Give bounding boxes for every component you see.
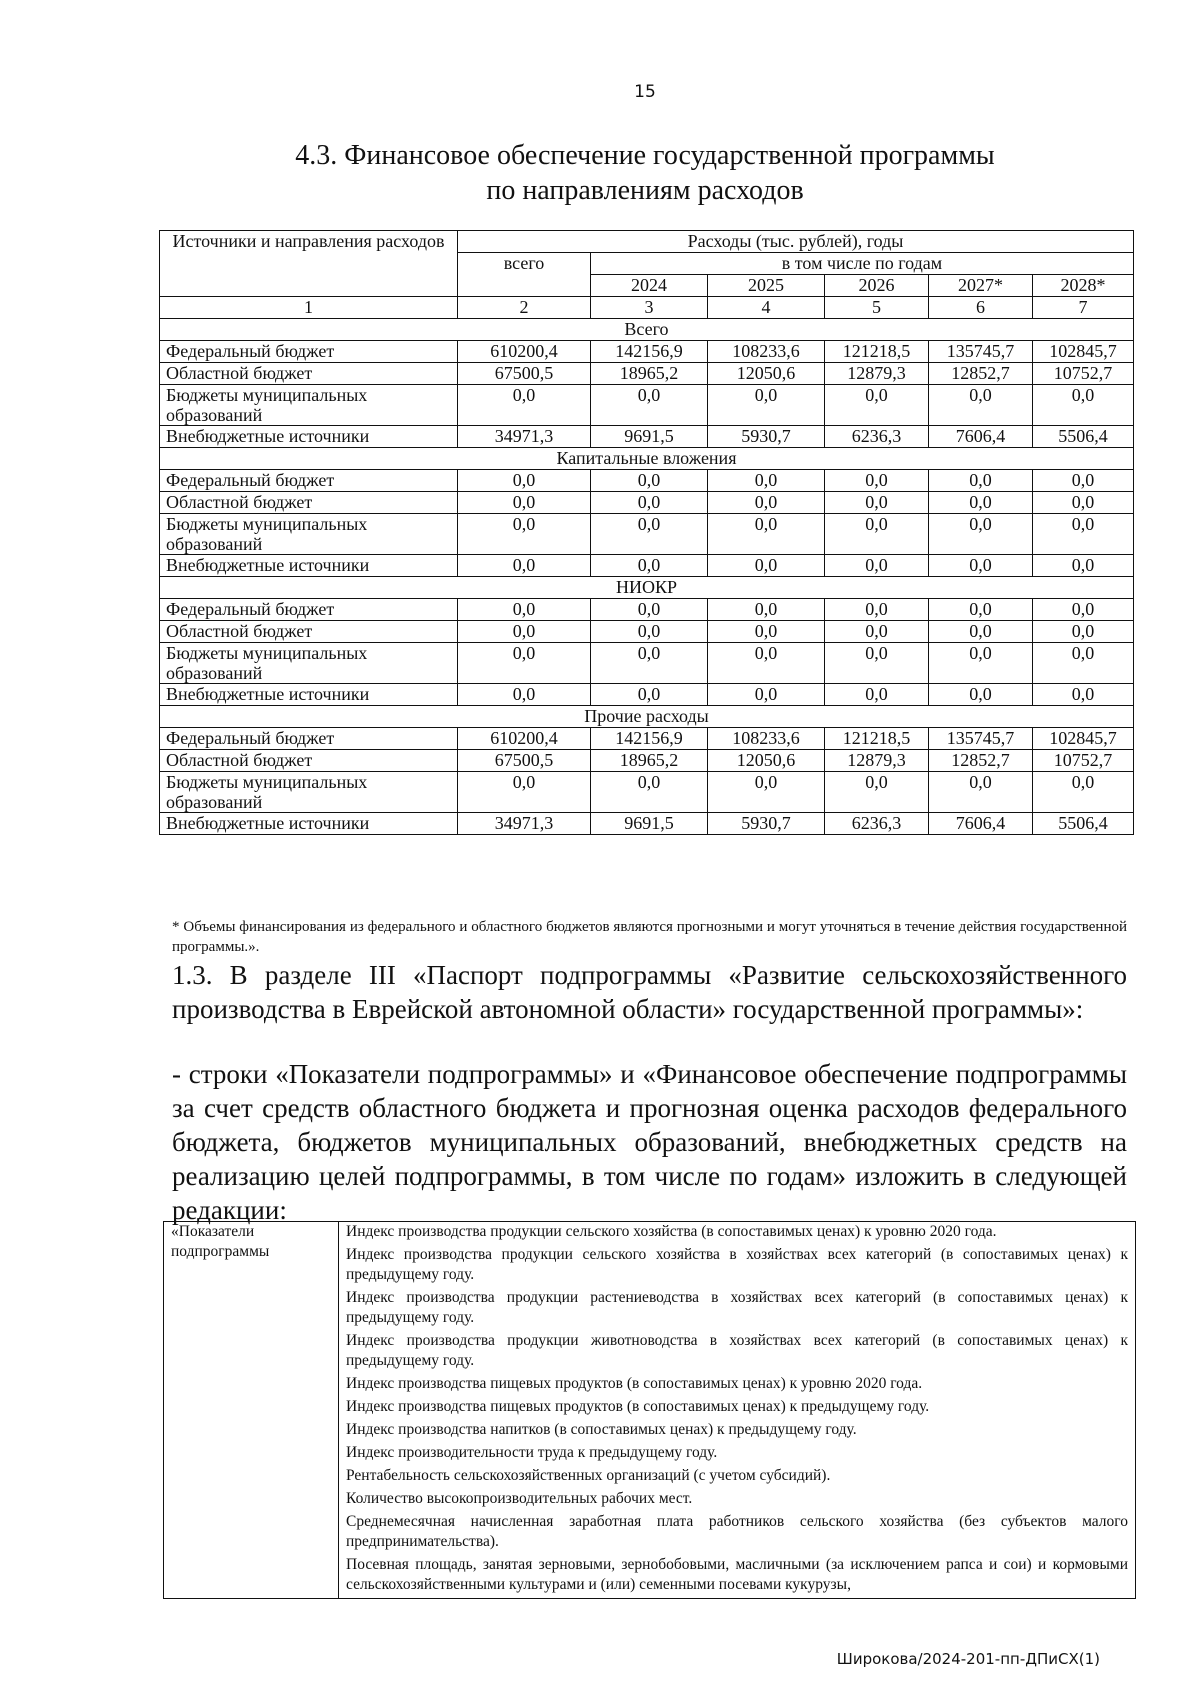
indicator-list <box>339 1222 1136 1599</box>
value-cell: 0,0 <box>458 470 591 492</box>
row-label: Внебюджетные источники <box>160 555 458 577</box>
section-title: Всего <box>160 319 1134 341</box>
value-cell: 9691,5 <box>591 426 708 448</box>
value-cell: 142156,9 <box>591 728 708 750</box>
title-line-1: 4.3. Финансовое обеспечение государственной программы <box>295 140 995 171</box>
table-row <box>160 492 1134 514</box>
value-cell: 12879,3 <box>825 750 929 772</box>
value-cell: 0,0 <box>929 599 1033 621</box>
value-cell: 0,0 <box>825 555 929 577</box>
value-cell: 6236,3 <box>825 426 929 448</box>
indicator-item: Индекс производства продукции животноводства в хозяйствах всех категорий (в сопоставимых ценах) к предыдущему году. <box>346 1332 1128 1369</box>
table-row <box>160 385 1134 426</box>
value-cell: 0,0 <box>591 492 708 514</box>
value-cell: 0,0 <box>591 385 708 426</box>
row-label: Внебюджетные источники <box>160 813 458 835</box>
value-cell: 0,0 <box>458 772 591 813</box>
header-expenses: Расходы (тыс. рублей), годы <box>458 231 1134 253</box>
row-label: Областной бюджет <box>160 621 458 643</box>
row-label: Областной бюджет <box>160 363 458 385</box>
table-row <box>160 728 1134 750</box>
header-year: 2026 <box>825 275 929 297</box>
value-cell: 0,0 <box>458 621 591 643</box>
value-cell: 135745,7 <box>929 728 1033 750</box>
value-cell: 0,0 <box>929 643 1033 684</box>
value-cell: 12852,7 <box>929 750 1033 772</box>
row-label: Федеральный бюджет <box>160 341 458 363</box>
value-cell: 0,0 <box>458 684 591 706</box>
section-title: Прочие расходы <box>160 706 1134 728</box>
value-cell: 0,0 <box>1033 385 1134 426</box>
value-cell: 121218,5 <box>825 728 929 750</box>
value-cell: 0,0 <box>1033 470 1134 492</box>
value-cell: 0,0 <box>591 772 708 813</box>
value-cell: 0,0 <box>591 621 708 643</box>
column-number: 4 <box>708 297 825 319</box>
row-label: Бюджеты муниципальных образований <box>160 514 458 555</box>
value-cell: 0,0 <box>708 514 825 555</box>
table-row <box>160 750 1134 772</box>
column-number: 5 <box>825 297 929 319</box>
column-number: 7 <box>1033 297 1134 319</box>
section-row <box>160 706 1134 728</box>
value-cell: 135745,7 <box>929 341 1033 363</box>
value-cell: 0,0 <box>1033 599 1134 621</box>
value-cell: 12050,6 <box>708 363 825 385</box>
value-cell: 67500,5 <box>458 363 591 385</box>
row-label: Областной бюджет <box>160 492 458 514</box>
value-cell: 0,0 <box>1033 643 1134 684</box>
value-cell: 0,0 <box>1033 684 1134 706</box>
row-label: Федеральный бюджет <box>160 599 458 621</box>
title-line-2: по направлениям расходов <box>486 175 804 206</box>
value-cell: 12050,6 <box>708 750 825 772</box>
row-label: Бюджеты муниципальных образований <box>160 772 458 813</box>
value-cell: 0,0 <box>458 514 591 555</box>
table-row <box>160 363 1134 385</box>
row-label: Федеральный бюджет <box>160 728 458 750</box>
value-cell: 0,0 <box>708 470 825 492</box>
section-row <box>160 577 1134 599</box>
value-cell: 108233,6 <box>708 728 825 750</box>
value-cell: 5930,7 <box>708 426 825 448</box>
value-cell: 0,0 <box>825 621 929 643</box>
value-cell: 142156,9 <box>591 341 708 363</box>
page-number: 15 <box>634 82 656 102</box>
header-year: 2025 <box>708 275 825 297</box>
value-cell: 0,0 <box>708 643 825 684</box>
indicator-item: Индекс производства продукции сельского хозяйства (в сопоставимых ценах) к уровню 2020 года. <box>346 1223 997 1240</box>
value-cell: 0,0 <box>825 772 929 813</box>
row-label: Областной бюджет <box>160 750 458 772</box>
value-cell: 0,0 <box>591 599 708 621</box>
table-row <box>160 621 1134 643</box>
value-cell: 7606,4 <box>929 426 1033 448</box>
value-cell: 0,0 <box>708 684 825 706</box>
value-cell: 0,0 <box>929 492 1033 514</box>
value-cell: 121218,5 <box>825 341 929 363</box>
footnote: * Объемы финансирования из федерального и областного бюджетов являются прогнозными и могут уточняться в течение действия государственной программы.». <box>172 919 1127 955</box>
value-cell: 0,0 <box>825 514 929 555</box>
value-cell: 0,0 <box>1033 492 1134 514</box>
indicator-item: Индекс производства напитков (в сопоставимых ценах) к предыдущему году. <box>346 1421 857 1438</box>
indicator-item: Индекс производства продукции растениеводства в хозяйствах всех категорий (в сопоставимых ценах) к предыдущему году. <box>346 1289 1128 1326</box>
value-cell: 0,0 <box>708 555 825 577</box>
value-cell: 0,0 <box>708 772 825 813</box>
value-cell: 0,0 <box>825 599 929 621</box>
table-row <box>160 555 1134 577</box>
value-cell: 6236,3 <box>825 813 929 835</box>
value-cell: 0,0 <box>929 772 1033 813</box>
value-cell: 0,0 <box>458 492 591 514</box>
header-year: 2024 <box>591 275 708 297</box>
value-cell: 18965,2 <box>591 363 708 385</box>
value-cell: 0,0 <box>591 514 708 555</box>
value-cell: 0,0 <box>929 385 1033 426</box>
table-row <box>160 514 1134 555</box>
row-label: Федеральный бюджет <box>160 470 458 492</box>
table-row <box>160 426 1134 448</box>
value-cell: 0,0 <box>825 643 929 684</box>
row-label: Внебюджетные источники <box>160 426 458 448</box>
column-number: 6 <box>929 297 1033 319</box>
value-cell: 0,0 <box>458 385 591 426</box>
value-cell: 0,0 <box>929 514 1033 555</box>
value-cell: 0,0 <box>458 599 591 621</box>
row-label: Бюджеты муниципальных образований <box>160 643 458 684</box>
indicator-item: Количество высокопроизводительных рабочих мест. <box>346 1490 693 1507</box>
value-cell: 0,0 <box>1033 555 1134 577</box>
section-title: Капитальные вложения <box>160 448 1134 470</box>
value-cell: 34971,3 <box>458 426 591 448</box>
header-including: в том числе по годам <box>591 253 1134 275</box>
value-cell: 0,0 <box>458 555 591 577</box>
value-cell: 102845,7 <box>1033 728 1134 750</box>
passport-label: «Показатели подпрограммы <box>164 1222 339 1599</box>
value-cell: 0,0 <box>708 599 825 621</box>
value-cell: 0,0 <box>708 385 825 426</box>
value-cell: 0,0 <box>825 385 929 426</box>
row-label: Внебюджетные источники <box>160 684 458 706</box>
value-cell: 5506,4 <box>1033 426 1134 448</box>
table-row <box>160 341 1134 363</box>
header-total: всего <box>458 253 591 297</box>
section-title <box>0 138 1200 208</box>
value-cell: 0,0 <box>825 492 929 514</box>
table-row <box>160 772 1134 813</box>
value-cell: 0,0 <box>591 643 708 684</box>
value-cell: 9691,5 <box>591 813 708 835</box>
column-number: 1 <box>160 297 458 319</box>
value-cell: 5506,4 <box>1033 813 1134 835</box>
value-cell: 0,0 <box>708 492 825 514</box>
indicator-item: Рентабельность сельскохозяйственных организаций (с учетом субсидий). <box>346 1467 831 1484</box>
value-cell: 0,0 <box>825 684 929 706</box>
table-row <box>160 813 1134 835</box>
value-cell: 108233,6 <box>708 341 825 363</box>
indicator-item: Среднемесячная начисленная заработная плата работников сельского хозяйства (без субъектов малого предпринимательства). <box>346 1513 1128 1550</box>
indicator-item: Индекс производительности труда к предыдущему году. <box>346 1444 718 1461</box>
header-year: 2027* <box>929 275 1033 297</box>
document-code: Широкова/2024-201-пп-ДПиСХ(1) <box>836 1650 1100 1668</box>
value-cell: 0,0 <box>591 684 708 706</box>
value-cell: 0,0 <box>1033 772 1134 813</box>
value-cell: 610200,4 <box>458 728 591 750</box>
value-cell: 7606,4 <box>929 813 1033 835</box>
value-cell: 12879,3 <box>825 363 929 385</box>
value-cell: 0,0 <box>458 643 591 684</box>
value-cell: 0,0 <box>929 684 1033 706</box>
row-label: Бюджеты муниципальных образований <box>160 385 458 426</box>
indicator-item: Индекс производства пищевых продуктов (в сопоставимых ценах) к уровню 2020 года. <box>346 1375 923 1392</box>
column-number: 3 <box>591 297 708 319</box>
value-cell: 610200,4 <box>458 341 591 363</box>
value-cell: 34971,3 <box>458 813 591 835</box>
section-row <box>160 319 1134 341</box>
value-cell: 12852,7 <box>929 363 1033 385</box>
indicator-item: Посевная площадь, занятая зерновыми, зернобобовыми, масличными (за исключением рапса и сои) и кормовыми сельскохозяйственными культурами и (или) семенными посевами кукурузы, <box>346 1556 1128 1593</box>
value-cell: 0,0 <box>929 555 1033 577</box>
value-cell: 0,0 <box>1033 514 1134 555</box>
passport-row <box>164 1222 1136 1599</box>
table-row <box>160 599 1134 621</box>
value-cell: 10752,7 <box>1033 363 1134 385</box>
value-cell: 67500,5 <box>458 750 591 772</box>
table-row <box>160 643 1134 684</box>
table-row <box>160 470 1134 492</box>
indicator-item: Индекс производства продукции сельского хозяйства в хозяйствах всех категорий (в сопоставимых ценах) к предыдущему году. <box>346 1246 1128 1283</box>
value-cell: 0,0 <box>708 621 825 643</box>
header-year: 2028* <box>1033 275 1134 297</box>
value-cell: 102845,7 <box>1033 341 1134 363</box>
section-row <box>160 448 1134 470</box>
value-cell: 0,0 <box>591 470 708 492</box>
value-cell: 0,0 <box>825 470 929 492</box>
paragraph-1-3: 1.3. В разделе III «Паспорт подпрограммы «Развитие сельскохозяйственного производства в Еврейской автономной области» государственной программы»: <box>172 960 1127 1024</box>
financing-table <box>159 230 1134 835</box>
value-cell: 0,0 <box>591 555 708 577</box>
value-cell: 5930,7 <box>708 813 825 835</box>
header-sources: Источники и направления расходов <box>160 231 458 297</box>
value-cell: 0,0 <box>929 470 1033 492</box>
paragraph-rows-change: - строки «Показатели подпрограммы» и «Финансовое обеспечение подпрограммы за счет средств областного бюджета и прогнозная оценка расходов федерального бюджета, бюджетов муниципальных образований, внебюджетных средств на реализацию целей подпрограммы, в том числе по годам» изложить в следующей редакции: <box>172 1059 1127 1225</box>
indicator-item: Индекс производства пищевых продуктов (в сопоставимых ценах) к предыдущему году. <box>346 1398 930 1415</box>
table-row <box>160 684 1134 706</box>
column-number: 2 <box>458 297 591 319</box>
section-title: НИОКР <box>160 577 1134 599</box>
value-cell: 0,0 <box>1033 621 1134 643</box>
value-cell: 10752,7 <box>1033 750 1134 772</box>
value-cell: 18965,2 <box>591 750 708 772</box>
value-cell: 0,0 <box>929 621 1033 643</box>
passport-table <box>163 1221 1136 1599</box>
